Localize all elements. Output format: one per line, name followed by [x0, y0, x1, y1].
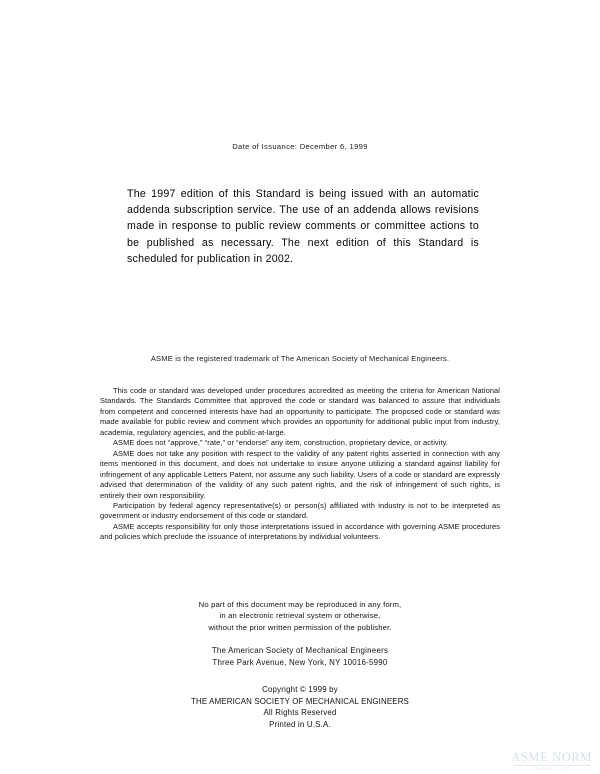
- legal-paragraph-accreditation: This code or standard was developed under procedures accredited as meeting the criteria for American National Standards. The Standards Committee that approved the code or standard was balanced to assure that individuals from competent and concerned interests have had an opportunity to participate. The proposed code or standard was made available for public review and comment which provides an opportunity for additional public input from industry, academia, regulatory agencies, and the public-at-large.: [100, 386, 500, 437]
- reproduction-notice-line-2: in an electronic retrieval system or otherwise,: [219, 611, 381, 621]
- legal-paragraph-interpretations: ASME accepts responsibility for only those interpretations issued in accordance with governing ASME procedures and policies which preclude the issuance of interpretations by individual volunteers.: [100, 521, 500, 542]
- reproduction-notice-line-1: No part of this document may be reproduced in any form,: [198, 600, 402, 609]
- reproduction-notice-line-3: without the prior written permission of the publisher.: [208, 622, 392, 632]
- copyright-holder: THE AMERICAN SOCIETY OF MECHANICAL ENGINEERS: [191, 696, 409, 706]
- legal-paragraph-federal-participation: Participation by federal agency representative(s) or person(s) affiliated with industry is not to be interpreted as government or industry endorsement of this code or standard.: [100, 500, 500, 521]
- trademark-notice: ASME is the registered trademark of The American Society of Mechanical Engineers.: [150, 354, 450, 363]
- legal-paragraph-no-endorsement: ASME does not “approve,” “rate,” or “endorse” any item, construction, proprietary device, or activity.: [113, 438, 448, 448]
- publisher-name: The American Society of Mechanical Engineers: [211, 646, 389, 655]
- publisher-address: Three Park Avenue, New York, NY 10016-5990: [212, 657, 388, 667]
- asme-norm-watermark: [511, 751, 592, 770]
- reproduction-notice-block: [0, 599, 600, 633]
- publisher-address-block: [0, 645, 600, 668]
- rights-reserved-line: All Rights Reserved: [263, 708, 337, 718]
- printed-in-line: Printed in U.S.A.: [269, 719, 331, 729]
- legal-paragraph-patent-rights: ASME does not take any position with respect to the validity of any patent rights asserted in connection with any items mentioned in this document, and does not undertake to insure anyone utilizing a standard against liability for infringement of any applicable Letters Patent, nor assume any such liability. Users of a code or standard are expressly advised that determination of the validity of any such patent rights, and the risk of infringement of such rights, is entirely their own responsibility.: [100, 448, 500, 500]
- lead-statement-block: [127, 186, 479, 267]
- watermark-title: ASME NORM: [511, 750, 592, 765]
- watermark-subtitle: STANDARDS · .COM: [533, 765, 570, 770]
- legal-disclaimer-block: [100, 386, 500, 543]
- copyright-year-line: Copyright © 1999 by: [262, 685, 338, 694]
- copyright-block: [0, 684, 600, 730]
- date-of-issuance: Date of Issuance: December 6, 1999: [232, 142, 368, 151]
- lead-statement-paragraph: The 1997 edition of this Standard is being issued with an automatic addenda subscription service. The use of an addenda allows revisions made in response to public review comments or committee actions to be published as necessary. The next edition of this Standard is scheduled for publication in 2002.: [127, 188, 479, 265]
